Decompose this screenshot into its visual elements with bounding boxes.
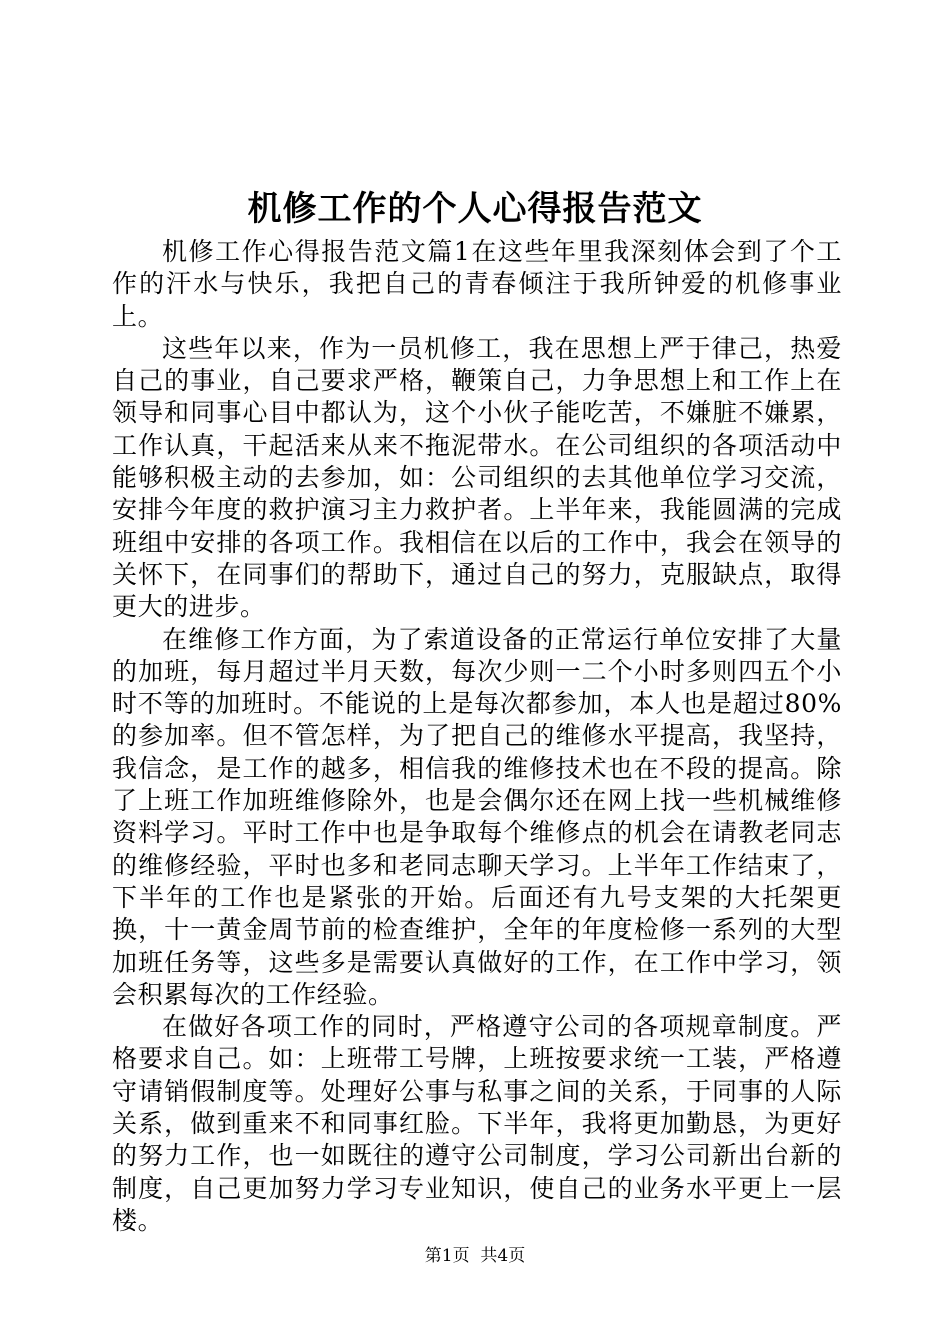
paragraph-1: 机修工作心得报告范文篇1在这些年里我深刻体会到了个工作的汗水与快乐，我把自己的青春倾注于我所钟爱的机修事业上。 (112, 237, 842, 331)
page-footer (0, 1244, 950, 1268)
paragraph-2: 这些年以来，作为一员机修工，我在思想上严于律己，热爱自己的事业，自己要求严格，鞭策自己，力争思想上和工作上在领导和同事心目中都认为，这个小伙子能吃苦，不嫌脏不嫌累，工作认真，干起活来从来不拖泥带水。在公司组织的各项活动中能够积极主动的去参加，如：公司组织的去其他单位学习交流，安排今年度的救护演习主力救护者。上半年来，我能圆满的完成班组中安排的各项工作。我相信在以后的工作中，我会在领导的关怀下，在同事们的帮助下，通过自己的努力，克服缺点，取得更大的进步。 (112, 333, 842, 622)
paragraph-4: 在做好各项工作的同时，严格遵守公司的各项规章制度。严格要求自己。如：上班带工号牌，上班按要求统一工装，严格遵守请销假制度等。处理好公事与私事之间的关系，于同事的人际关系，做到重来不和同事红脸。下半年，我将更加勤恳，为更好的努力工作，也一如既往的遵守公司制度，学习公司新出台新的制度，自己更加努力学习专业知识，使自己的业务水平更上一层楼。 (112, 1012, 842, 1235)
page-number: 第1页 (424, 1246, 470, 1266)
document-body (112, 236, 842, 1237)
document-title: 机修工作的个人心得报告范文 (247, 189, 703, 229)
page-total: 共4页 (480, 1246, 526, 1266)
paragraph-3: 在维修工作方面，为了索道设备的正常运行单位安排了大量的加班，每月超过半月天数，每次少则一二个小时多则四五个小时不等的加班时。不能说的上是每次都参加，本人也是超过80%的参加率。但不管怎样，为了把自己的维修水平提高，我坚持，我信念，是工作的越多，相信我的维修技术也在不段的提高。除了上班工作加班维修除外，也是会偶尔还在网上找一些机械维修资料学习。平时工作中也是争取每个维修点的机会在请教老同志的维修经验，平时也多和老同志聊天学习。上半年工作结束了，下半年的工作也是紧张的开始。后面还有九号支架的大托架更换，十一黄金周节前的检查维护，全年的年度检修一系列的大型加班任务等，这些多是需要认真做好的工作，在工作中学习，领会积累每次的工作经验。 (112, 624, 842, 1009)
